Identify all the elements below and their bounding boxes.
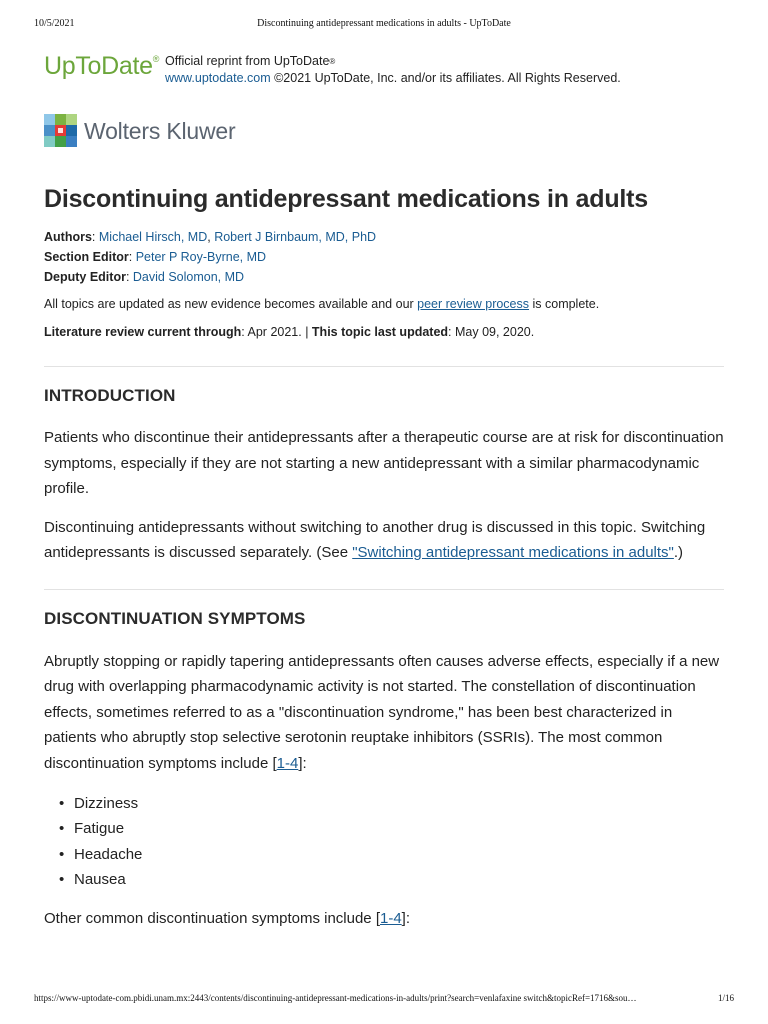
symptom-list <box>44 791 724 892</box>
section-heading-discontinuation-symptoms: DISCONTINUATION SYMPTOMS <box>44 608 306 628</box>
list-item: • Nausea <box>74 867 724 892</box>
review-dates <box>44 323 724 341</box>
uptodate-logo <box>44 52 159 81</box>
wolters-kluwer-name: Wolters Kluwer <box>84 118 236 144</box>
section-divider <box>44 589 724 590</box>
symptoms-paragraph <box>44 649 724 777</box>
reprint-reg: ® <box>329 57 336 66</box>
section-editor-label: Section Editor <box>44 250 129 264</box>
other-symptoms-text: Other common discontinuation symptoms include [ <box>44 910 380 928</box>
authors-label: Authors <box>44 230 92 244</box>
section-heading-introduction: INTRODUCTION <box>44 386 176 405</box>
authors-line: Authors: Michael Hirsch, MD, Robert J Birnbaum, MD, PhD <box>44 230 377 244</box>
update-note-suffix: is complete. <box>529 297 600 311</box>
reprint-notice <box>165 53 621 87</box>
list-item: • Dizziness <box>74 791 724 816</box>
deputy-editor-line: Deputy Editor: David Solomon, MD <box>44 270 245 284</box>
reprint-line <box>165 53 621 70</box>
symptoms-paragraph-suffix: ]: <box>298 754 307 772</box>
section-editor-link[interactable]: Peter P Roy-Byrne, MD <box>135 250 267 264</box>
copyright-text: ©2021 UpToDate, Inc. and/or its affiliates. All Rights Reserved. <box>270 71 621 85</box>
last-updated-value: : May 09, 2020. <box>448 325 535 339</box>
intro-paragraph-switching <box>44 515 724 566</box>
intro-paragraph-suffix: .) <box>673 544 684 561</box>
other-symptoms-suffix: ]: <box>401 910 411 928</box>
list-item: • Fatigue <box>74 816 724 841</box>
reprint-text: Official reprint from UpToDate <box>165 54 330 68</box>
section-divider <box>44 366 724 367</box>
article <box>44 182 724 932</box>
wolters-kluwer-icon <box>44 114 77 147</box>
deputy-editor-link[interactable]: David Solomon, MD <box>132 270 245 284</box>
print-url: https://www-uptodate-com.pbidi.unam.mx:2443/contents/discontinuing-antidepressant-medications-in-adults/print?search=venlafaxine switch&topicRef=1716&sou… <box>34 993 637 1003</box>
last-updated-label: This topic last updated <box>311 325 449 339</box>
other-symptoms-paragraph <box>44 906 724 932</box>
article-credits <box>44 227 724 287</box>
copyright-line <box>165 70 621 87</box>
reference-link[interactable]: 1-4 <box>379 910 402 928</box>
symptoms-paragraph-text: Abruptly stopping or rapidly tapering antidepressants often causes adverse effects, especially if a new drug with overlapping pharmacodynamic activity is not started. The constellation of discontinuation effects, sometimes referred to as a "discontinuation syndrome," has been best characterized in patients who abruptly stop selective serotonin reuptake inhibitors (SSRIs). The most common discontinuation symptoms include [ <box>44 652 720 772</box>
intro-paragraph-text: Discontinuing antidepressants without switching to another drug is discussed in this topic. Switching antidepressants is discussed separately. (See <box>44 518 706 561</box>
section-editor-line: Section Editor: Peter P Roy-Byrne, MD <box>44 250 267 264</box>
article-title: Discontinuing antidepressant medications in adults <box>44 185 648 213</box>
page-number: 1/16 <box>717 993 734 1003</box>
list-item: • Headache <box>74 842 724 867</box>
reference-link[interactable]: 1-4 <box>276 754 299 772</box>
author-link[interactable]: Michael Hirsch, MD <box>98 230 208 244</box>
lit-review-label: Literature review current through <box>44 325 242 339</box>
author-link[interactable]: Robert J Birnbaum, MD, PhD <box>214 230 377 244</box>
deputy-editor-label: Deputy Editor <box>44 270 126 284</box>
switching-antidepressants-link[interactable]: "Switching antidepressant medications in adults" <box>352 544 674 561</box>
intro-paragraph: Patients who discontinue their antidepressants after a therapeutic course are at risk for discontinuation symptoms, especially if they are not starting a new antidepressant with a similar pharmacodynamic profile. <box>44 429 724 497</box>
uptodate-site-link[interactable]: www.uptodate.com <box>165 71 271 85</box>
print-doc-title: Discontinuing antidepressant medications in adults - UpToDate <box>257 18 511 29</box>
print-date: 10/5/2021 <box>34 18 75 29</box>
uptodate-logo-reg: ® <box>152 54 160 64</box>
peer-review-link[interactable]: peer review process <box>417 297 530 311</box>
update-note <box>44 295 724 313</box>
lit-review-value: : Apr 2021. | <box>241 325 312 339</box>
update-note-text: All topics are updated as new evidence becomes available and our <box>44 297 418 311</box>
uptodate-logo-text: UpToDate <box>44 52 153 80</box>
